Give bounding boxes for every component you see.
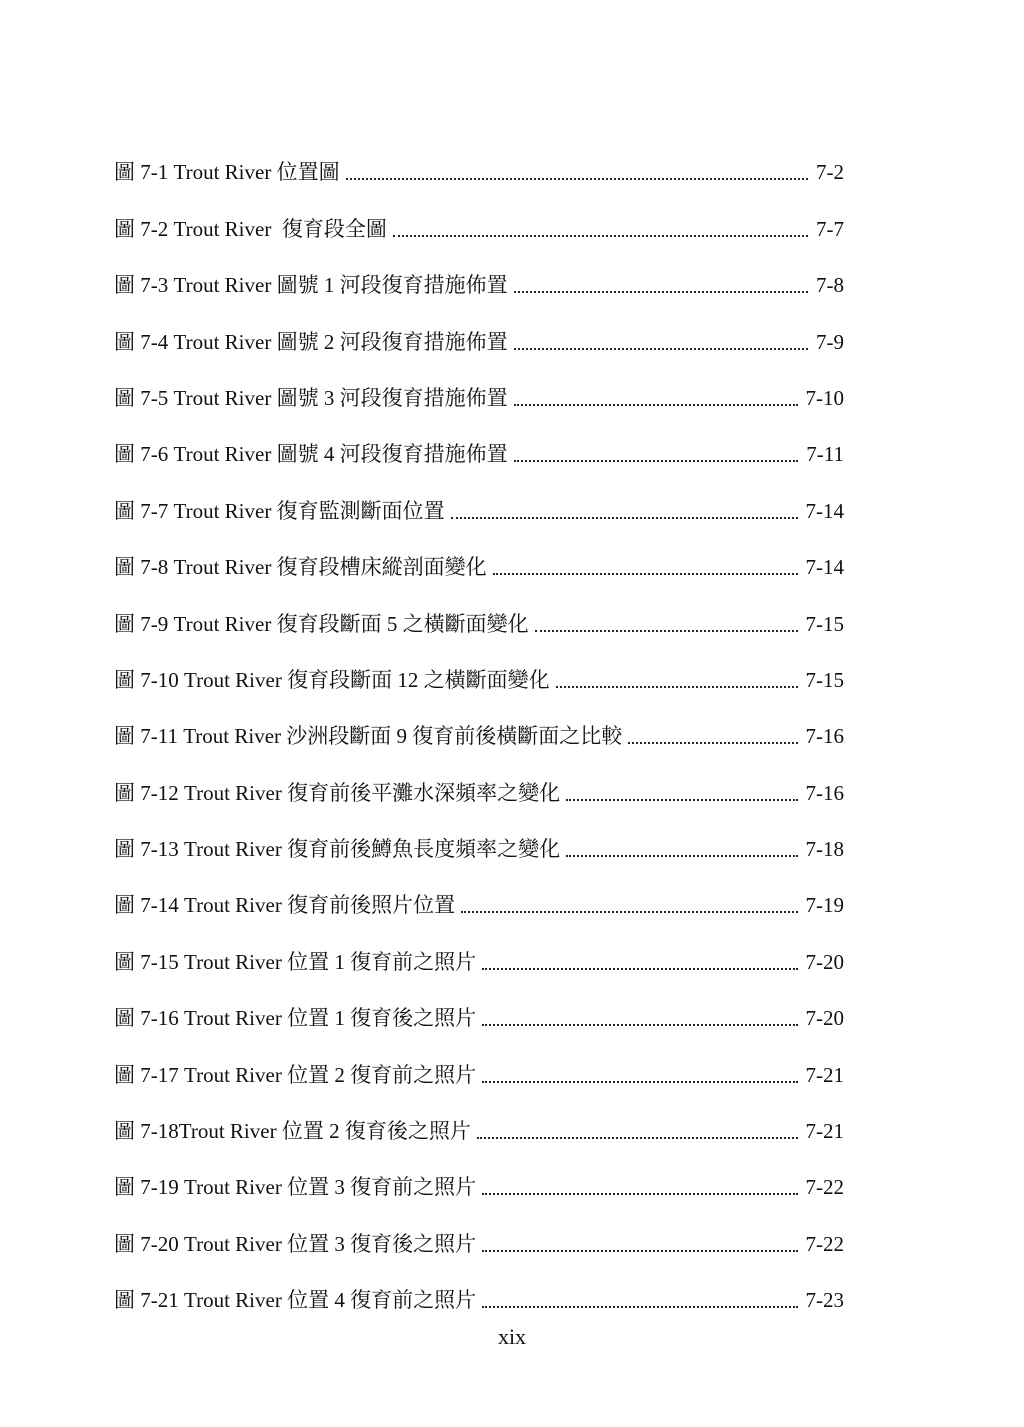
dot-leader [482, 1024, 797, 1026]
toc-entry-page: 7-21 [805, 1119, 844, 1144]
list-of-figures [114, 136, 844, 1320]
toc-entry [114, 1207, 844, 1263]
toc-entry [114, 644, 844, 700]
dot-leader [514, 348, 808, 350]
toc-entry-title: 圖 7-17 Trout River 位置 2 復育前之照片 [114, 1062, 477, 1087]
dot-leader [477, 1137, 798, 1139]
toc-entry [114, 982, 844, 1038]
toc-entry-title: 圖 7-5 Trout River 圖號 3 河段復育措施佈置 [114, 385, 508, 410]
toc-entry [114, 756, 844, 812]
dot-leader [482, 1193, 797, 1195]
toc-entry [114, 1264, 844, 1320]
toc-entry-page: 7-11 [806, 442, 844, 467]
toc-entry-page: 7-2 [816, 160, 844, 185]
toc-entry-page: 7-20 [805, 949, 844, 974]
toc-entry-title: 圖 7-8 Trout River 復育段槽床縱剖面變化 [114, 555, 487, 580]
dot-leader [482, 968, 797, 970]
toc-entry [114, 869, 844, 925]
toc-entry-page: 7-20 [805, 1006, 844, 1031]
toc-entry-title: 圖 7-15 Trout River 位置 1 復育前之照片 [114, 949, 477, 974]
toc-entry [114, 1038, 844, 1094]
toc-entry-page: 7-22 [805, 1175, 844, 1200]
dot-leader [628, 742, 797, 744]
dot-leader [482, 1306, 797, 1308]
toc-entry-page: 7-15 [805, 611, 844, 636]
toc-entry-page: 7-18 [805, 837, 844, 862]
toc-entry-page: 7-9 [816, 329, 844, 354]
toc-entry-page: 7-7 [816, 216, 844, 241]
toc-entry-page: 7-19 [805, 893, 844, 918]
toc-entry-page: 7-10 [805, 385, 844, 410]
toc-entry-title: 圖 7-2 Trout River 復育段全圖 [114, 216, 387, 241]
toc-entry-page: 7-8 [816, 273, 844, 298]
page-number: xix [497, 1324, 527, 1349]
toc-entry-title: 圖 7-14 Trout River 復育前後照片位置 [114, 893, 456, 918]
toc-entry-page: 7-15 [805, 667, 844, 692]
dot-leader [566, 855, 797, 857]
toc-entry [114, 700, 844, 756]
dot-leader [514, 460, 799, 462]
dot-leader [566, 799, 797, 801]
toc-entry-title: 圖 7-7 Trout River 復育監測斷面位置 [114, 498, 445, 523]
toc-entry [114, 362, 844, 418]
toc-entry [114, 305, 844, 361]
toc-entry-page: 7-22 [805, 1231, 844, 1256]
toc-entry-title: 圖 7-1 Trout River 位置圖 [114, 160, 340, 185]
dot-leader [514, 291, 808, 293]
toc-entry-page: 7-16 [805, 780, 844, 805]
toc-entry [114, 474, 844, 530]
toc-entry-page: 7-21 [805, 1062, 844, 1087]
toc-entry-page: 7-16 [805, 724, 844, 749]
toc-entry-title: 圖 7-16 Trout River 位置 1 復育後之照片 [114, 1006, 477, 1031]
toc-entry [114, 249, 844, 305]
toc-entry-title: 圖 7-20 Trout River 位置 3 復育後之照片 [114, 1231, 477, 1256]
dot-leader [346, 178, 808, 180]
dot-leader [514, 404, 798, 406]
toc-entry-title: 圖 7-18Trout River 位置 2 復育後之照片 [114, 1119, 471, 1144]
toc-entry [114, 1095, 844, 1151]
toc-entry-title: 圖 7-9 Trout River 復育段斷面 5 之橫斷面變化 [114, 611, 529, 636]
toc-entry-title: 圖 7-19 Trout River 位置 3 復育前之照片 [114, 1175, 477, 1200]
toc-entry-title: 圖 7-6 Trout River 圖號 4 河段復育措施佈置 [114, 442, 508, 467]
dot-leader [535, 630, 798, 632]
dot-leader [493, 573, 798, 575]
dot-leader [482, 1250, 797, 1252]
toc-entry-title: 圖 7-11 Trout River 沙洲段斷面 9 復育前後橫斷面之比較 [114, 724, 623, 749]
toc-entry [114, 587, 844, 643]
dot-leader [482, 1081, 797, 1083]
toc-entry [114, 136, 844, 192]
toc-entry-title: 圖 7-21 Trout River 位置 4 復育前之照片 [114, 1288, 477, 1313]
toc-entry [114, 1151, 844, 1207]
dot-leader [556, 686, 798, 688]
toc-entry-page: 7-14 [805, 498, 844, 523]
toc-entry [114, 531, 844, 587]
toc-entry-page: 7-23 [805, 1288, 844, 1313]
toc-entry-title: 圖 7-3 Trout River 圖號 1 河段復育措施佈置 [114, 273, 508, 298]
toc-entry [114, 925, 844, 981]
toc-entry-title: 圖 7-13 Trout River 復育前後鱒魚長度頻率之變化 [114, 837, 561, 862]
dot-leader [451, 517, 798, 519]
toc-entry-title: 圖 7-12 Trout River 復育前後平灘水深頻率之變化 [114, 780, 561, 805]
toc-entry [114, 813, 844, 869]
dot-leader [461, 911, 797, 913]
toc-entry-title: 圖 7-4 Trout River 圖號 2 河段復育措施佈置 [114, 329, 508, 354]
toc-entry-page: 7-14 [805, 555, 844, 580]
toc-entry-title: 圖 7-10 Trout River 復育段斷面 12 之橫斷面變化 [114, 667, 550, 692]
dot-leader [393, 235, 808, 237]
toc-entry [114, 418, 844, 474]
toc-entry [114, 192, 844, 248]
